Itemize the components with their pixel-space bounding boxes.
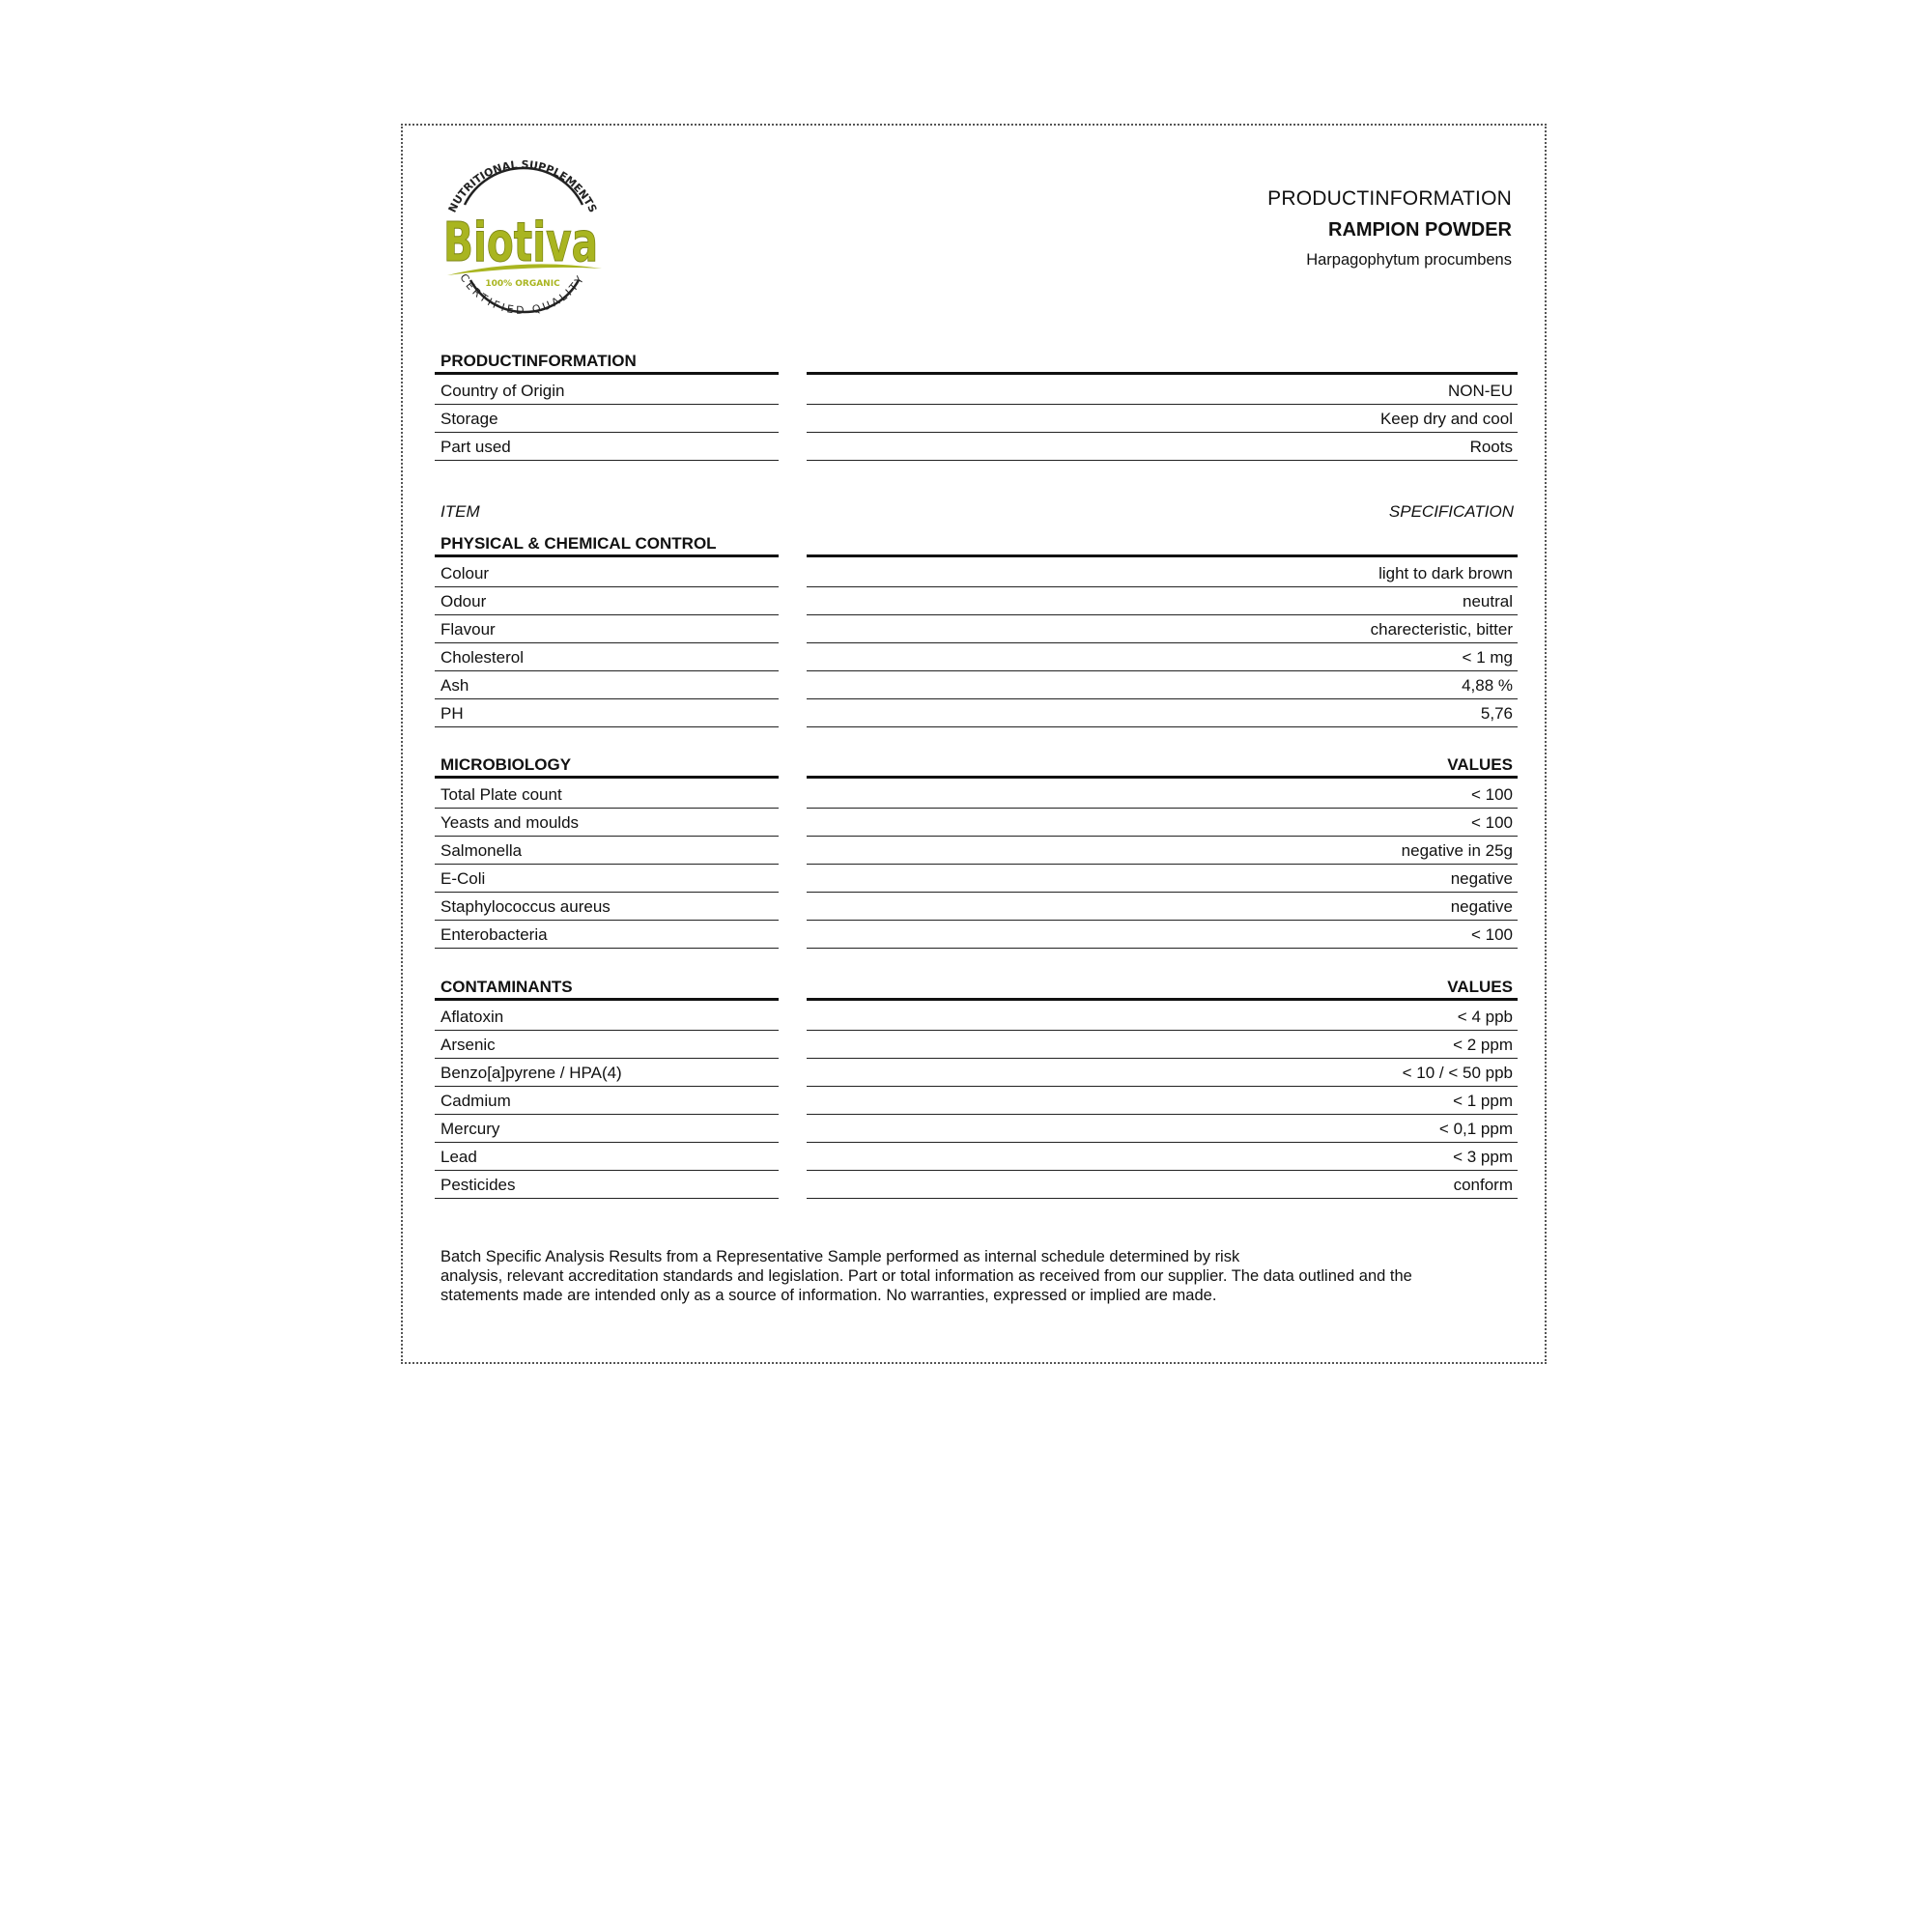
table-row: PH 5,76 xyxy=(435,700,1518,728)
column-label-specification: SPECIFICATION xyxy=(1388,502,1514,521)
disclaimer: Batch Specific Analysis Results from a Representative Sample performed as internal schedule determined by risk analysis, relevant accreditation standards and legislation. Part or total information as received from our supplier. The data outlined and the statements made are intended only as a source of information. No warranties, expressed or implied are made. xyxy=(440,1248,1412,1304)
product-name: RAMPION POWDER xyxy=(1328,219,1512,241)
table-row: Total Plate count < 100 xyxy=(435,781,1518,810)
table-row: Cadmium < 1 ppm xyxy=(435,1088,1518,1116)
section-header-contaminants: CONTAMINANTS VALUES xyxy=(435,974,1518,1002)
product-sheet xyxy=(401,124,1547,1364)
table-row: Storage Keep dry and cool xyxy=(435,406,1518,434)
table-row: Staphylococcus aureus negative xyxy=(435,894,1518,922)
document-header xyxy=(1267,187,1512,270)
header-title: PRODUCTINFORMATION xyxy=(1267,187,1512,210)
table-row: Colour light to dark brown xyxy=(435,560,1518,588)
section-header-physical: PHYSICAL & CHEMICAL CONTROL xyxy=(435,530,1518,558)
section-header-microbiology: MICROBIOLOGY VALUES xyxy=(435,752,1518,780)
svg-text:Biotiva: Biotiva xyxy=(443,212,598,274)
table-row: Odour neutral xyxy=(435,588,1518,616)
biotiva-logo xyxy=(426,145,619,319)
column-label-item: ITEM xyxy=(440,502,480,521)
table-row: E-Coli negative xyxy=(435,866,1518,894)
table-row: Lead < 3 ppm xyxy=(435,1144,1518,1172)
table-row: Country of Origin NON-EU xyxy=(435,378,1518,406)
table-row: Cholesterol < 1 mg xyxy=(435,644,1518,672)
svg-text:CERTIFIED QUALITY: CERTIFIED QUALITY xyxy=(457,271,588,318)
table-row: Arsenic < 2 ppm xyxy=(435,1032,1518,1060)
table-row: Enterobacteria < 100 xyxy=(435,922,1518,950)
table-row: Salmonella negative in 25g xyxy=(435,838,1518,866)
table-row: Benzo[a]pyrene / HPA(4) < 10 / < 50 ppb xyxy=(435,1060,1518,1088)
table-row: Pesticides conform xyxy=(435,1172,1518,1200)
table-row: Part used Roots xyxy=(435,434,1518,462)
table-row: Yeasts and moulds < 100 xyxy=(435,810,1518,838)
product-latin-name: Harpagophytum procumbens xyxy=(1306,251,1512,269)
table-row: Flavour charecteristic, bitter xyxy=(435,616,1518,644)
svg-text:NUTRITIONAL SUPPLEMENTS: NUTRITIONAL SUPPLEMENTS xyxy=(445,157,600,215)
table-row: Mercury < 0,1 ppm xyxy=(435,1116,1518,1144)
svg-text:100% ORGANIC: 100% ORGANIC xyxy=(485,279,560,289)
table-row: Ash 4,88 % xyxy=(435,672,1518,700)
table-row: Aflatoxin < 4 ppb xyxy=(435,1004,1518,1032)
section-header-productinfo: PRODUCTINFORMATION xyxy=(435,348,1518,376)
